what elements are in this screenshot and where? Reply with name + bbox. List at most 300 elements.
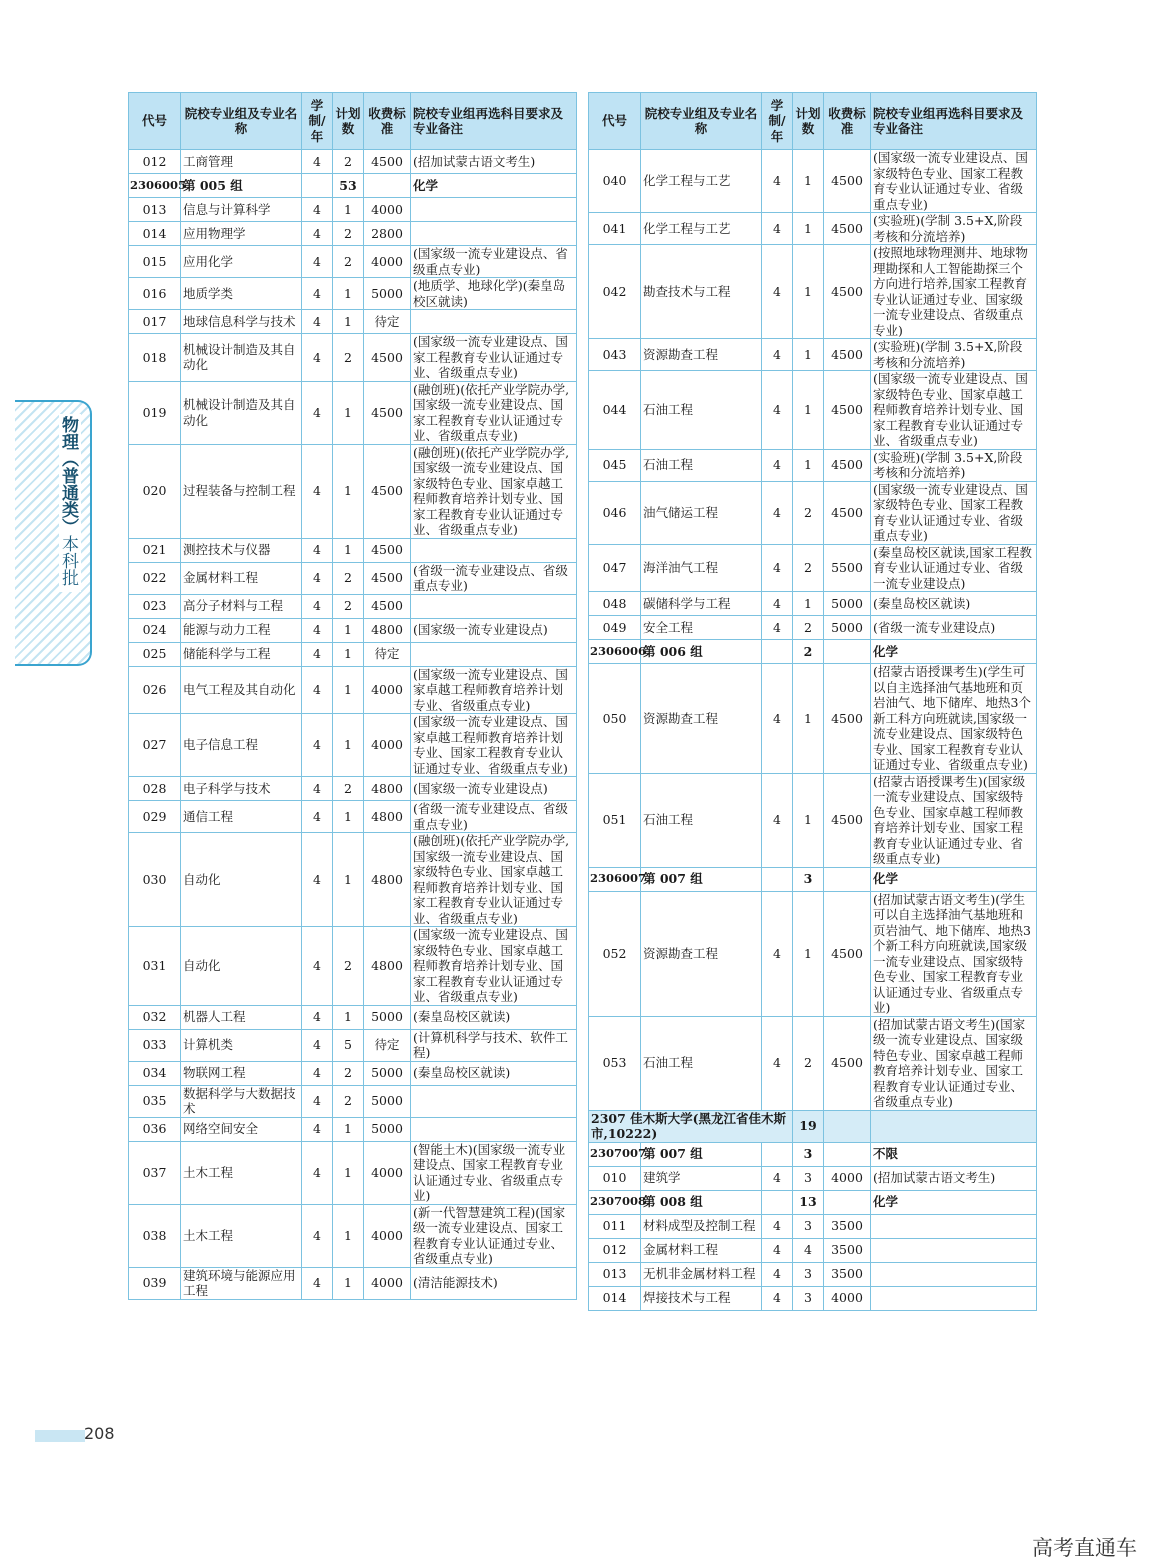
page-number: 208 — [84, 1424, 115, 1443]
major-note: (实验班)(学制 3.5+X,阶段考核和分流培养) — [871, 339, 1037, 371]
major-name: 机器人工程 — [181, 1005, 302, 1029]
tuition-fee: 待定 — [364, 1029, 411, 1061]
tuition-fee: 3500 — [824, 1214, 871, 1238]
major-row — [129, 1267, 577, 1299]
tuition-fee: 4500 — [824, 773, 871, 867]
table-header-row — [589, 93, 1037, 150]
major-name: 勘查技术与工程 — [641, 245, 762, 339]
major-code: 013 — [589, 1262, 641, 1286]
major-code: 052 — [589, 891, 641, 1016]
plan-count: 1 — [793, 449, 824, 481]
major-code: 023 — [129, 594, 181, 618]
major-row — [589, 773, 1037, 867]
major-code: 010 — [589, 1166, 641, 1190]
plan-count: 4 — [793, 1238, 824, 1262]
years: 4 — [762, 213, 793, 245]
major-name: 过程装备与控制工程 — [181, 444, 302, 538]
header-years: 学制/年 — [302, 93, 333, 150]
tuition-fee: 5000 — [364, 278, 411, 310]
major-name: 电子科学与技术 — [181, 777, 302, 801]
plan-count: 1 — [793, 339, 824, 371]
major-name: 机械设计制造及其自动化 — [181, 334, 302, 382]
major-code: 016 — [129, 278, 181, 310]
group-code: 2306006 — [589, 640, 641, 664]
header-code: 代号 — [129, 93, 181, 150]
major-row — [129, 334, 577, 382]
tuition-fee: 4000 — [824, 1286, 871, 1310]
years: 4 — [762, 371, 793, 450]
tuition-fee: 2800 — [364, 222, 411, 246]
major-code: 046 — [589, 481, 641, 544]
major-row — [589, 1166, 1037, 1190]
tuition-fee: 4000 — [364, 666, 411, 714]
years: 4 — [302, 618, 333, 642]
years: 4 — [302, 538, 333, 562]
years: 4 — [302, 310, 333, 334]
major-name: 化学工程与工艺 — [641, 213, 762, 245]
major-note: (国家级一流专业建设点、国家级特色专业、国家工程教育专业认证通过专业、省级重点专业) — [871, 481, 1037, 544]
major-row — [129, 666, 577, 714]
major-name: 金属材料工程 — [641, 1238, 762, 1262]
major-note: (省级一流专业建设点、省级重点专业) — [411, 562, 577, 594]
group-row — [589, 640, 1037, 664]
major-note: (国家级一流专业建设点、国家工程教育专业认证通过专业、省级重点专业) — [411, 334, 577, 382]
admission-table-right — [588, 92, 1037, 1311]
tuition-fee: 4000 — [364, 714, 411, 777]
plan-count: 1 — [793, 213, 824, 245]
major-row — [129, 1061, 577, 1085]
major-code: 047 — [589, 544, 641, 592]
major-note — [411, 222, 577, 246]
major-name: 土木工程 — [181, 1204, 302, 1267]
plan-count: 1 — [333, 1117, 364, 1141]
major-note: (融创班)(依托产业学院办学,国家级一流专业建设点、国家级特色专业、国家卓越工程师教育培养计划专业、国家工程教育专业认证通过专业、省级重点专业) — [411, 833, 577, 927]
major-note — [871, 1238, 1037, 1262]
major-code: 014 — [129, 222, 181, 246]
years: 4 — [302, 334, 333, 382]
tuition-fee: 4800 — [364, 833, 411, 927]
fee-cell — [824, 640, 871, 664]
major-note: (实验班)(学制 3.5+X,阶段考核和分流培养) — [871, 449, 1037, 481]
major-code: 036 — [129, 1117, 181, 1141]
plan-count: 3 — [793, 1262, 824, 1286]
major-code: 048 — [589, 592, 641, 616]
major-code: 043 — [589, 339, 641, 371]
major-row — [129, 538, 577, 562]
fee-cell — [824, 1142, 871, 1166]
major-name: 建筑环境与能源应用工程 — [181, 1267, 302, 1299]
header-name: 院校专业组及专业名称 — [641, 93, 762, 150]
major-note: (招加试蒙古语文考生) — [871, 1166, 1037, 1190]
years: 4 — [762, 891, 793, 1016]
years: 4 — [762, 1214, 793, 1238]
major-row — [129, 222, 577, 246]
major-code: 018 — [129, 334, 181, 382]
major-row — [589, 1238, 1037, 1262]
major-row — [589, 481, 1037, 544]
tuition-fee: 4800 — [364, 618, 411, 642]
major-name: 自动化 — [181, 833, 302, 927]
years: 4 — [762, 449, 793, 481]
years: 4 — [302, 444, 333, 538]
major-code: 045 — [589, 449, 641, 481]
tuition-fee: 待定 — [364, 642, 411, 666]
tuition-fee: 5000 — [364, 1085, 411, 1117]
major-note: (新一代智慧建筑工程)(国家级一流专业建设点、国家工程教育专业认证通过专业、省级重点专业) — [411, 1204, 577, 1267]
group-name: 第 007 组 — [641, 867, 762, 891]
plan-count: 3 — [793, 1286, 824, 1310]
table-header-row — [129, 93, 577, 150]
years-cell — [762, 867, 793, 891]
major-row — [129, 642, 577, 666]
plan-count: 3 — [793, 1166, 824, 1190]
university-name: 2307 佳木斯大学(黑龙江省佳木斯市,10222) — [589, 1110, 793, 1142]
major-code: 034 — [129, 1061, 181, 1085]
category-side-tab — [15, 400, 92, 666]
tuition-fee: 4500 — [364, 381, 411, 444]
header-plan: 计划数 — [333, 93, 364, 150]
major-code: 012 — [589, 1238, 641, 1262]
major-name: 建筑学 — [641, 1166, 762, 1190]
years: 4 — [762, 592, 793, 616]
fee-cell — [824, 1190, 871, 1214]
major-name: 焊接技术与工程 — [641, 1286, 762, 1310]
major-code: 044 — [589, 371, 641, 450]
tuition-fee: 4500 — [364, 538, 411, 562]
tuition-fee: 5000 — [364, 1117, 411, 1141]
major-note — [411, 198, 577, 222]
years: 4 — [302, 594, 333, 618]
major-row — [589, 1016, 1037, 1110]
tuition-fee: 5500 — [824, 544, 871, 592]
major-name: 能源与动力工程 — [181, 618, 302, 642]
years: 4 — [302, 278, 333, 310]
major-name: 地质学类 — [181, 278, 302, 310]
group-row — [129, 174, 577, 198]
tuition-fee: 4500 — [824, 1016, 871, 1110]
plan-count: 1 — [333, 198, 364, 222]
plan-count: 1 — [333, 714, 364, 777]
tuition-fee: 5000 — [824, 616, 871, 640]
major-code: 050 — [589, 664, 641, 774]
watermark-text: 高考直通车 — [1032, 1536, 1137, 1560]
university-row — [589, 1110, 1037, 1142]
major-note: (省级一流专业建设点) — [871, 616, 1037, 640]
years: 4 — [302, 1085, 333, 1117]
tuition-fee: 4000 — [364, 1141, 411, 1204]
major-row — [129, 1117, 577, 1141]
tuition-fee: 4800 — [364, 927, 411, 1006]
plan-count: 2 — [333, 1061, 364, 1085]
major-code: 035 — [129, 1085, 181, 1117]
plan-count: 1 — [333, 833, 364, 927]
major-code: 029 — [129, 801, 181, 833]
major-row — [129, 562, 577, 594]
major-name: 资源勘查工程 — [641, 891, 762, 1016]
plan-count: 13 — [793, 1190, 824, 1214]
major-row — [129, 927, 577, 1006]
years: 4 — [302, 927, 333, 1006]
years: 4 — [302, 1267, 333, 1299]
major-row — [129, 618, 577, 642]
side-tab-label — [59, 414, 81, 592]
major-note: (招加试蒙古语文考生)(学生可以自主选择油气基地班和页岩油气、地下储库、地热3个新工科方向班就读,国家级一流专业建设点、国家级特色专业、国家工程教育专业认证通过专业、省级重点专业) — [871, 891, 1037, 1016]
major-code: 031 — [129, 927, 181, 1006]
major-row — [129, 381, 577, 444]
major-row — [129, 444, 577, 538]
tuition-fee: 4500 — [364, 444, 411, 538]
fee-cell — [364, 174, 411, 198]
major-name: 储能科学与工程 — [181, 642, 302, 666]
major-name: 信息与计算科学 — [181, 198, 302, 222]
major-row — [589, 213, 1037, 245]
tuition-fee: 5000 — [364, 1061, 411, 1085]
plan-count: 2 — [333, 594, 364, 618]
major-row — [589, 1214, 1037, 1238]
tuition-fee: 4000 — [364, 246, 411, 278]
major-note: (秦皇岛校区就读,国家工程教育专业认证通过专业、省级一流专业建设点) — [871, 544, 1037, 592]
major-name: 资源勘查工程 — [641, 664, 762, 774]
header-note: 院校专业组再选科目要求及专业备注 — [871, 93, 1037, 150]
plan-count: 1 — [793, 592, 824, 616]
major-code: 051 — [589, 773, 641, 867]
plan-count: 1 — [793, 664, 824, 774]
subject-requirement: 化学 — [411, 174, 577, 198]
major-note: (计算机科学与技术、软件工程) — [411, 1029, 577, 1061]
major-name: 机械设计制造及其自动化 — [181, 381, 302, 444]
tuition-fee: 4500 — [364, 334, 411, 382]
major-note: (招加试蒙古语文考生) — [411, 150, 577, 174]
major-row — [589, 592, 1037, 616]
major-note: (国家级一流专业建设点、国家卓越工程师教育培养计划专业、省级重点专业) — [411, 666, 577, 714]
major-note: (融创班)(依托产业学院办学,国家级一流专业建设点、国家级特色专业、国家卓越工程师教育培养计划专业、国家工程教育专业认证通过专业、省级重点专业) — [411, 444, 577, 538]
major-note — [871, 1286, 1037, 1310]
plan-count: 1 — [333, 1204, 364, 1267]
years: 4 — [762, 1286, 793, 1310]
major-code: 021 — [129, 538, 181, 562]
group-name: 第 006 组 — [641, 640, 762, 664]
major-code: 017 — [129, 310, 181, 334]
major-note: (清洁能源技术) — [411, 1267, 577, 1299]
years: 4 — [762, 1166, 793, 1190]
major-note: (省级一流专业建设点、省级重点专业) — [411, 801, 577, 833]
plan-count: 1 — [333, 1141, 364, 1204]
years: 4 — [762, 773, 793, 867]
subject-requirement: 不限 — [871, 1142, 1037, 1166]
major-code: 012 — [129, 150, 181, 174]
plan-count: 1 — [793, 245, 824, 339]
plan-count: 1 — [333, 642, 364, 666]
tuition-fee: 4500 — [824, 150, 871, 213]
years: 4 — [302, 666, 333, 714]
major-note: (招蒙古语授课考生)(国家级一流专业建设点、国家级特色专业、国家卓越工程师教育培养计划专业、国家工程教育专业认证通过专业、省级重点专业) — [871, 773, 1037, 867]
years: 4 — [762, 1016, 793, 1110]
group-code: 2306007 — [589, 867, 641, 891]
tuition-fee: 5000 — [824, 592, 871, 616]
major-name: 高分子材料与工程 — [181, 594, 302, 618]
subject-requirement: 化学 — [871, 640, 1037, 664]
tuition-fee: 4000 — [364, 1267, 411, 1299]
tuition-fee: 4000 — [824, 1166, 871, 1190]
years-cell — [762, 1142, 793, 1166]
plan-count: 1 — [333, 381, 364, 444]
major-note: (国家级一流专业建设点、国家级特色专业、国家工程教育专业认证通过专业、省级重点专业) — [871, 150, 1037, 213]
group-code: 2307007 — [589, 1142, 641, 1166]
years: 4 — [762, 1238, 793, 1262]
header-note: 院校专业组再选科目要求及专业备注 — [411, 93, 577, 150]
major-note: (国家级一流专业建设点、国家卓越工程师教育培养计划专业、国家工程教育专业认证通过专业、省级重点专业) — [411, 714, 577, 777]
plan-count: 2 — [333, 777, 364, 801]
tuition-fee: 4500 — [824, 371, 871, 450]
major-name: 地球信息科学与技术 — [181, 310, 302, 334]
years: 4 — [302, 198, 333, 222]
major-name: 石油工程 — [641, 449, 762, 481]
tuition-fee: 4500 — [824, 481, 871, 544]
plan-count: 2 — [793, 640, 824, 664]
years: 4 — [762, 245, 793, 339]
major-note: (秦皇岛校区就读) — [871, 592, 1037, 616]
major-row — [129, 777, 577, 801]
major-row — [129, 594, 577, 618]
plan-count: 1 — [333, 618, 364, 642]
major-code: 041 — [589, 213, 641, 245]
major-name: 金属材料工程 — [181, 562, 302, 594]
major-code: 040 — [589, 150, 641, 213]
major-code: 011 — [589, 1214, 641, 1238]
plan-count: 1 — [333, 1005, 364, 1029]
major-code: 013 — [129, 198, 181, 222]
major-code: 028 — [129, 777, 181, 801]
years: 4 — [302, 1141, 333, 1204]
header-code: 代号 — [589, 93, 641, 150]
tuition-fee: 3500 — [824, 1238, 871, 1262]
years: 4 — [762, 1262, 793, 1286]
tuition-fee: 4500 — [824, 339, 871, 371]
plan-count: 3 — [793, 1142, 824, 1166]
major-name: 工商管理 — [181, 150, 302, 174]
plan-count: 5 — [333, 1029, 364, 1061]
years: 4 — [302, 246, 333, 278]
plan-count: 1 — [333, 1267, 364, 1299]
plan-count: 1 — [793, 891, 824, 1016]
plan-count: 2 — [333, 246, 364, 278]
plan-count: 1 — [333, 666, 364, 714]
fee-cell — [824, 867, 871, 891]
years-cell — [762, 1190, 793, 1214]
plan-count: 2 — [333, 927, 364, 1006]
major-row — [129, 1005, 577, 1029]
admission-table-left — [128, 92, 577, 1300]
major-note — [411, 1085, 577, 1117]
group-name: 第 007 组 — [641, 1142, 762, 1166]
major-note: (国家级一流专业建设点、国家级特色专业、国家卓越工程师教育培养计划专业、国家工程教育专业认证通过专业、省级重点专业) — [871, 371, 1037, 450]
major-row — [589, 1262, 1037, 1286]
major-name: 应用物理学 — [181, 222, 302, 246]
major-note: (实验班)(学制 3.5+X,阶段考核和分流培养) — [871, 213, 1037, 245]
major-code: 033 — [129, 1029, 181, 1061]
plan-count: 2 — [793, 544, 824, 592]
group-row — [589, 867, 1037, 891]
tuition-fee: 4500 — [364, 150, 411, 174]
tuition-fee: 4000 — [364, 1204, 411, 1267]
major-note: (秦皇岛校区就读) — [411, 1005, 577, 1029]
major-name: 无机非金属材料工程 — [641, 1262, 762, 1286]
major-name: 石油工程 — [641, 773, 762, 867]
plan-count: 19 — [793, 1110, 824, 1142]
group-name: 第 005 组 — [181, 174, 302, 198]
plan-count: 53 — [333, 174, 364, 198]
major-row — [129, 278, 577, 310]
major-note — [411, 1117, 577, 1141]
major-name: 电子信息工程 — [181, 714, 302, 777]
years: 4 — [302, 714, 333, 777]
major-name: 网络空间安全 — [181, 1117, 302, 1141]
major-code: 015 — [129, 246, 181, 278]
tuition-fee: 5000 — [364, 1005, 411, 1029]
major-code: 020 — [129, 444, 181, 538]
tuition-fee: 4500 — [824, 664, 871, 774]
years: 4 — [762, 664, 793, 774]
plan-count: 2 — [333, 222, 364, 246]
major-name: 化学工程与工艺 — [641, 150, 762, 213]
major-row — [129, 1141, 577, 1204]
years: 4 — [302, 801, 333, 833]
major-row — [589, 616, 1037, 640]
major-code: 027 — [129, 714, 181, 777]
major-code: 038 — [129, 1204, 181, 1267]
plan-count: 2 — [333, 150, 364, 174]
major-name: 计算机类 — [181, 1029, 302, 1061]
tuition-fee: 4500 — [824, 449, 871, 481]
major-name: 材料成型及控制工程 — [641, 1214, 762, 1238]
major-row — [129, 198, 577, 222]
header-plan: 计划数 — [793, 93, 824, 150]
tuition-fee: 4500 — [824, 213, 871, 245]
major-code: 030 — [129, 833, 181, 927]
subject-requirement: 化学 — [871, 867, 1037, 891]
major-note: (国家级一流专业建设点、国家级特色专业、国家卓越工程师教育培养计划专业、国家工程教育专业认证通过专业、省级重点专业) — [411, 927, 577, 1006]
group-code: 2307008 — [589, 1190, 641, 1214]
major-note: (秦皇岛校区就读) — [411, 1061, 577, 1085]
major-note: (招蒙古语授课考生)(学生可以自主选择油气基地班和页岩油气、地下储库、地热3个新工科方向班就读,国家级一流专业建设点、国家级特色专业、国家工程教育专业认证通过专业、省级重点专业) — [871, 664, 1037, 774]
major-name: 电气工程及其自动化 — [181, 666, 302, 714]
tuition-fee: 4800 — [364, 777, 411, 801]
major-name: 土木工程 — [181, 1141, 302, 1204]
major-name: 油气储运工程 — [641, 481, 762, 544]
major-name: 安全工程 — [641, 616, 762, 640]
tuition-fee: 4500 — [364, 594, 411, 618]
major-code: 032 — [129, 1005, 181, 1029]
years: 4 — [302, 833, 333, 927]
group-row — [589, 1142, 1037, 1166]
header-fee: 收费标准 — [824, 93, 871, 150]
major-note: (国家级一流专业建设点) — [411, 618, 577, 642]
major-code: 025 — [129, 642, 181, 666]
years: 4 — [762, 544, 793, 592]
major-name: 石油工程 — [641, 371, 762, 450]
years: 4 — [302, 1029, 333, 1061]
major-row — [129, 1204, 577, 1267]
major-row — [129, 801, 577, 833]
major-code: 014 — [589, 1286, 641, 1310]
major-name: 测控技术与仪器 — [181, 538, 302, 562]
plan-count: 3 — [793, 1214, 824, 1238]
plan-count: 1 — [333, 801, 364, 833]
header-fee: 收费标准 — [364, 93, 411, 150]
major-code: 026 — [129, 666, 181, 714]
years: 4 — [762, 150, 793, 213]
major-row — [589, 371, 1037, 450]
